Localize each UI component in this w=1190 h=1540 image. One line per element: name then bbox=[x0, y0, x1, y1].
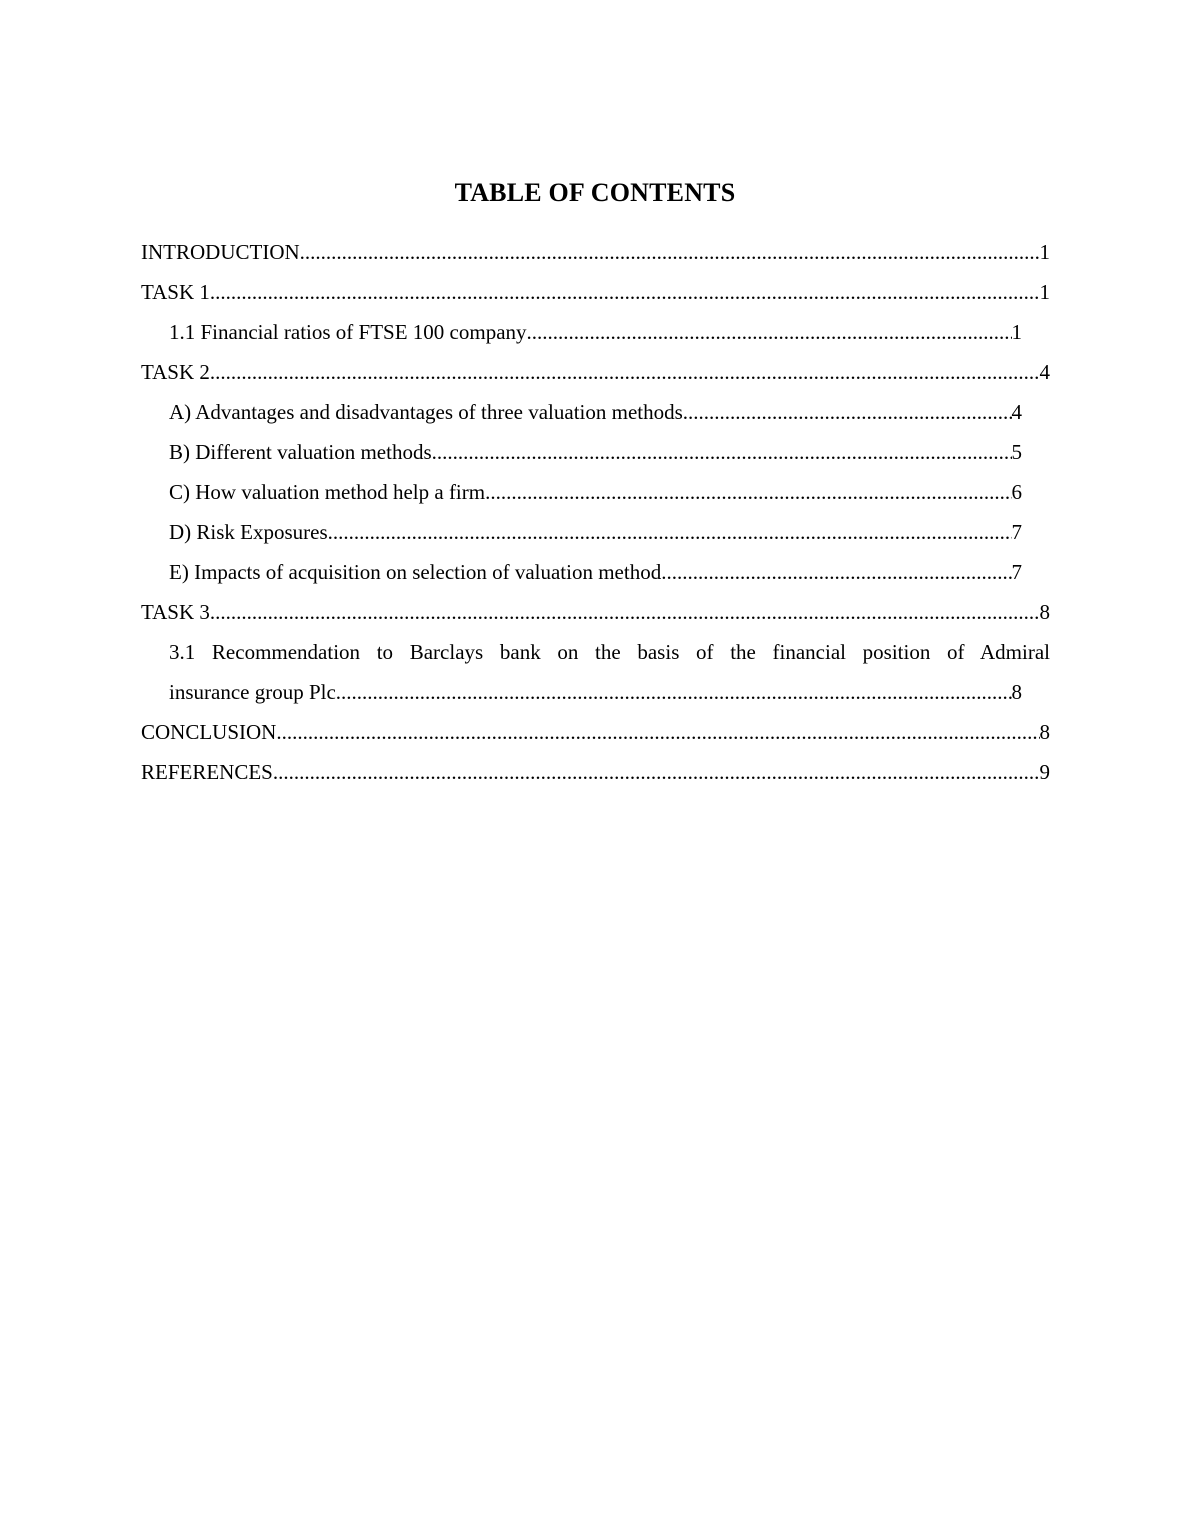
toc-entry-page: 7 bbox=[1011, 560, 1022, 584]
toc-entry-page: 8 bbox=[1039, 600, 1050, 624]
toc-entry-page: 5 bbox=[1011, 440, 1022, 464]
toc-entry-page: 4 bbox=[1011, 400, 1022, 424]
toc-entry-c[interactable] bbox=[169, 472, 1022, 512]
toc-entry-label: insurance group Plc bbox=[169, 672, 336, 712]
toc-entry-introduction[interactable] bbox=[141, 232, 1050, 272]
toc-entry-3-1-line-1[interactable]: 3.1 Recommendation to Barclays bank on the basis of the financial position of Admiral bbox=[169, 640, 1050, 664]
toc-entry-label: TASK 2 bbox=[141, 352, 210, 392]
toc-entry-page: 1 bbox=[1039, 280, 1050, 304]
toc-entry-label: REFERENCES bbox=[141, 752, 273, 792]
toc-leader-dots bbox=[683, 392, 1012, 432]
toc-leader-dots bbox=[210, 592, 1040, 632]
toc-leader-dots bbox=[432, 432, 1012, 472]
toc-entry-page: 1 bbox=[1039, 240, 1050, 264]
toc-leader-dots bbox=[485, 472, 1011, 512]
toc-entry-references[interactable] bbox=[141, 752, 1050, 792]
toc-leader-dots bbox=[210, 352, 1040, 392]
toc-entry-page: 4 bbox=[1039, 360, 1050, 384]
toc-entry-label: INTRODUCTION bbox=[141, 232, 300, 272]
toc-leader-dots bbox=[210, 272, 1040, 312]
toc-entry-b[interactable] bbox=[169, 432, 1022, 472]
toc-entry-1-1[interactable] bbox=[169, 312, 1022, 352]
toc-entry-label: B) Different valuation methods bbox=[169, 432, 432, 472]
toc-title: TABLE OF CONTENTS bbox=[454, 178, 736, 207]
toc-entry-page: 8 bbox=[1011, 680, 1022, 704]
toc-entry-task-2[interactable] bbox=[141, 352, 1050, 392]
toc-entry-label: 1.1 Financial ratios of FTSE 100 company bbox=[169, 312, 527, 352]
toc-leader-dots bbox=[661, 552, 1011, 592]
toc-entry-task-1[interactable] bbox=[141, 272, 1050, 312]
toc-entry-3-1-line-2[interactable] bbox=[169, 672, 1022, 712]
toc-entry-label: C) How valuation method help a firm bbox=[169, 472, 485, 512]
toc-entry-conclusion[interactable] bbox=[141, 712, 1050, 752]
toc-leader-dots bbox=[300, 232, 1040, 272]
toc-entry-e[interactable] bbox=[169, 552, 1022, 592]
toc-leader-dots bbox=[276, 712, 1039, 752]
toc-entry-d[interactable] bbox=[169, 512, 1022, 552]
toc-entry-page: 8 bbox=[1039, 720, 1050, 744]
toc-entry-label: A) Advantages and disadvantages of three valuation methods bbox=[169, 392, 683, 432]
toc-entry-page: 6 bbox=[1011, 480, 1022, 504]
toc-entry-label: D) Risk Exposures bbox=[169, 512, 328, 552]
toc-leader-dots bbox=[273, 752, 1040, 792]
toc-entry-page: 7 bbox=[1011, 520, 1022, 544]
toc-entry-label: TASK 3 bbox=[141, 592, 210, 632]
toc-entry-task-3[interactable] bbox=[141, 592, 1050, 632]
toc-entry-page: 1 bbox=[1011, 320, 1022, 344]
toc-leader-dots bbox=[336, 672, 1012, 712]
toc-leader-dots bbox=[328, 512, 1012, 552]
toc-entry-a[interactable] bbox=[169, 392, 1022, 432]
toc-leader-dots bbox=[527, 312, 1012, 352]
toc-entry-label: CONCLUSION bbox=[141, 712, 276, 752]
toc-entry-label: E) Impacts of acquisition on selection of valuation method bbox=[169, 552, 661, 592]
toc-entry-page: 9 bbox=[1039, 760, 1050, 784]
toc-entry-label: TASK 1 bbox=[141, 272, 210, 312]
